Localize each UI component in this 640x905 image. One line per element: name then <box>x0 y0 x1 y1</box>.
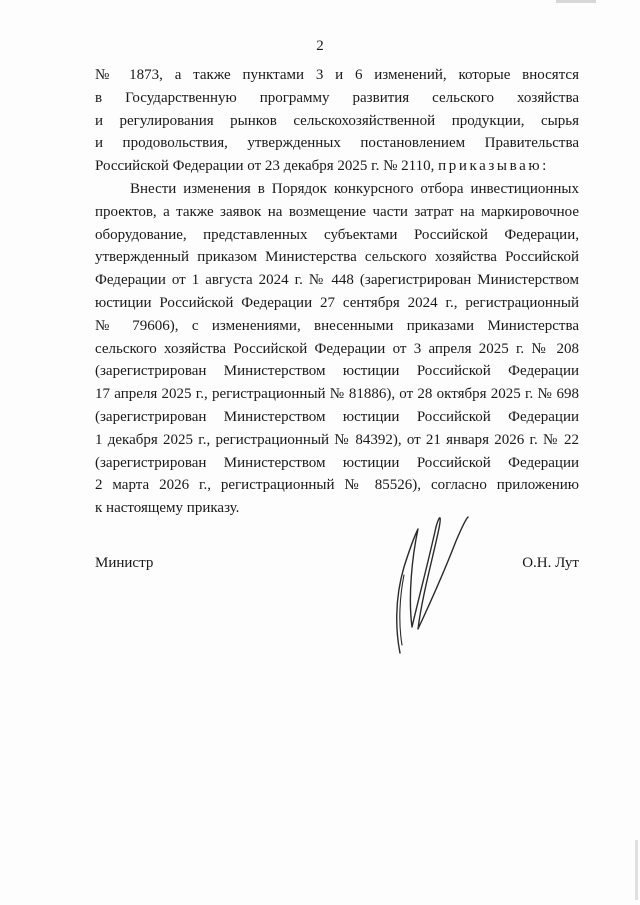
text-line <box>95 155 579 178</box>
text-line: оборудование, представленных субъектами Российской Федерации, <box>95 226 579 243</box>
text-line: № 1873, а также пунктами 3 и 6 изменений, которые вносятся <box>95 67 579 83</box>
text-line: проектов, а также заявок на возмещение части затрат на маркировочное <box>95 203 579 220</box>
scan-artifact <box>556 0 596 3</box>
text-line: (зарегистрирован Министерством юстиции Российской Федерации <box>95 408 579 425</box>
text-line: юстиции Российской Федерации 27 сентября 2024 г., регистрационный <box>95 294 579 311</box>
text-line: 17 апреля 2025 г., регистрационный № 81886), от 28 октября 2025 г. № 698 <box>95 386 579 403</box>
text-line: к настоящему приказу. <box>95 500 240 517</box>
text-line: 1 декабря 2025 г., регистрационный № 84392), от 21 января 2026 г. № 22 <box>95 431 579 448</box>
text-line: сельского хозяйства Российской Федерации от 3 апреля 2025 г. № 208 <box>95 340 579 357</box>
scan-artifact-edge <box>635 840 638 900</box>
text-line: и регулирования рынков сельскохозяйственной продукции, сырья <box>95 112 579 129</box>
text-line: утвержденный приказом Министерства сельского хозяйства Российской <box>95 249 579 266</box>
text-line: (зарегистрирован Министерством юстиции Российской Федерации <box>95 454 579 471</box>
signatory-title: Министр <box>95 555 154 571</box>
order-keyword: приказываю: <box>438 158 549 175</box>
document-body <box>95 64 579 520</box>
text-line: 2 марта 2026 г., регистрационный № 85526), согласно приложению <box>95 477 579 494</box>
text-fragment: Российской Федерации от 23 декабря 2025 г. № 2110, <box>95 158 439 175</box>
page-number: 2 <box>316 38 324 54</box>
signatory-name: О.Н. Лут <box>522 555 579 571</box>
text-line: в Государственную программу развития сельского хозяйства <box>95 89 579 106</box>
text-line: (зарегистрирован Министерством юстиции Российской Федерации <box>95 363 579 380</box>
text-line: и продовольствия, утвержденных постановлением Правительства <box>95 135 579 152</box>
text-line: Федерации от 1 августа 2024 г. № 448 (зарегистрирован Министерством <box>95 272 579 289</box>
text-line: № 79606), с изменениями, внесенными приказами Министерства <box>95 317 579 334</box>
handwritten-signature <box>360 505 475 655</box>
text-line: Внести изменения в Порядок конкурсного отбора инвестиционных <box>130 180 579 197</box>
